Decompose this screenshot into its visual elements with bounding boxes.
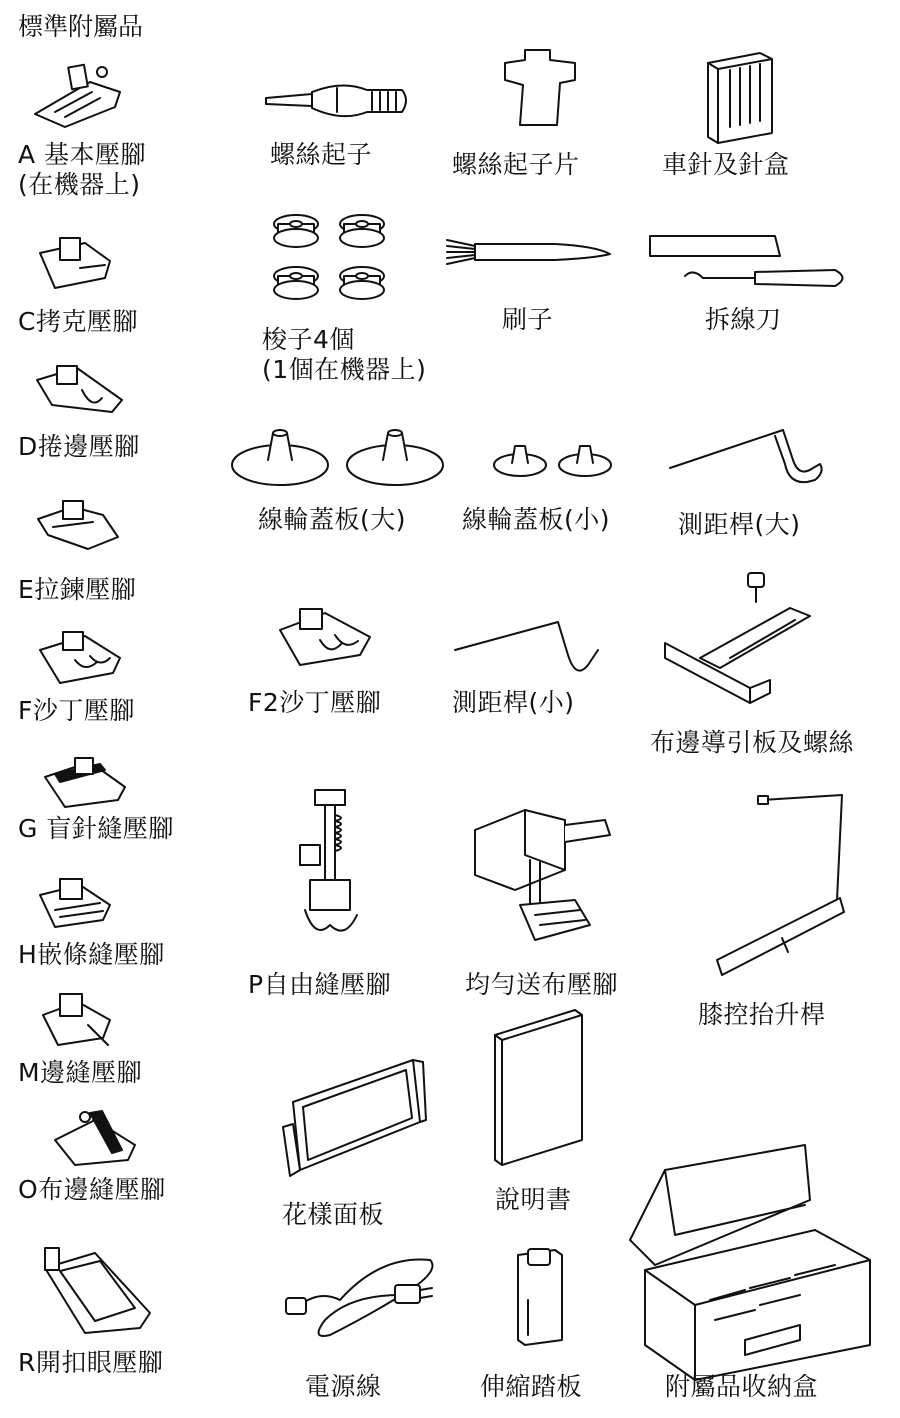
label-knee-lifter: 膝控抬升桿 bbox=[698, 1000, 826, 1029]
spool-cap-large-icon bbox=[230, 425, 445, 490]
screwdriver-plate-icon bbox=[495, 45, 585, 135]
label-walking-foot: 均勻送布壓腳 bbox=[465, 970, 619, 999]
foot-pedal-icon bbox=[510, 1245, 570, 1350]
label-foot-e: E拉鍊壓腳 bbox=[18, 575, 137, 604]
label-seam-gauge-large: 測距桿(大) bbox=[678, 510, 801, 539]
presser-foot-o-icon bbox=[50, 1105, 145, 1170]
label-foot-h: H嵌條縫壓腳 bbox=[18, 940, 165, 969]
label-accessory-box: 附屬品收納盒 bbox=[665, 1372, 819, 1401]
label-spool-cap-large: 線輪蓋板(大) bbox=[258, 505, 407, 534]
label-screwdriver-plate: 螺絲起子片 bbox=[452, 150, 580, 179]
presser-foot-f2-icon bbox=[270, 605, 380, 670]
brush-icon bbox=[445, 232, 615, 272]
label-foot-r: R開扣眼壓腳 bbox=[18, 1348, 164, 1377]
free-motion-foot-icon bbox=[285, 785, 375, 945]
label-screwdriver: 螺絲起子 bbox=[270, 140, 373, 169]
needle-case-icon bbox=[700, 45, 780, 145]
label-brush: 刷子 bbox=[502, 305, 554, 334]
presser-foot-c-icon bbox=[35, 233, 115, 293]
label-foot-pedal: 伸縮踏板 bbox=[480, 1372, 583, 1401]
label-manual: 說明書 bbox=[495, 1185, 572, 1214]
presser-foot-d-icon bbox=[32, 360, 127, 420]
presser-foot-g-icon bbox=[40, 752, 130, 812]
label-seam-ripper: 拆線刀 bbox=[705, 305, 782, 334]
label-foot-c: C拷克壓腳 bbox=[18, 307, 138, 336]
label-bobbins: 梭子4個 (1個在機器上) bbox=[262, 325, 427, 384]
label-foot-f: F沙丁壓腳 bbox=[18, 696, 135, 725]
presser-foot-a-icon bbox=[30, 62, 125, 132]
label-foot-o: O布邊縫壓腳 bbox=[18, 1175, 166, 1204]
power-cord-icon bbox=[280, 1250, 445, 1345]
label-foot-a: A 基本壓腳 (在機器上) bbox=[18, 140, 147, 199]
presser-foot-r-icon bbox=[35, 1243, 155, 1338]
label-pattern-panel: 花樣面板 bbox=[282, 1200, 385, 1229]
seam-gauge-small-icon bbox=[450, 610, 610, 685]
walking-foot-icon bbox=[465, 800, 625, 950]
page-title: 標準附屬品 bbox=[18, 12, 144, 41]
label-needles: 車針及針盒 bbox=[662, 150, 790, 179]
screwdriver-icon bbox=[262, 78, 412, 123]
label-foot-g: G 盲針縫壓腳 bbox=[18, 814, 174, 843]
accessory-box-icon bbox=[625, 1140, 875, 1385]
label-seam-gauge-small: 測距桿(小) bbox=[452, 688, 575, 717]
presser-foot-h-icon bbox=[35, 875, 115, 935]
edge-guide-icon bbox=[660, 568, 820, 718]
knee-lifter-icon bbox=[712, 790, 852, 985]
presser-foot-m-icon bbox=[38, 990, 118, 1052]
pattern-panel-icon bbox=[278, 1052, 428, 1182]
instruction-manual-icon bbox=[490, 1005, 590, 1170]
label-foot-m: M邊縫壓腳 bbox=[18, 1058, 143, 1087]
spool-cap-small-icon bbox=[490, 440, 615, 480]
label-f2-foot: F2沙丁壓腳 bbox=[248, 688, 382, 717]
label-foot-d: D捲邊壓腳 bbox=[18, 432, 140, 461]
label-power-cord: 電源線 bbox=[305, 1372, 382, 1401]
label-spool-cap-small: 線輪蓋板(小) bbox=[462, 505, 611, 534]
seam-ripper-icon bbox=[645, 228, 855, 298]
label-edge-guide: 布邊導引板及螺絲 bbox=[650, 728, 855, 757]
label-free-motion-foot: P自由縫壓腳 bbox=[248, 970, 392, 999]
presser-foot-f-icon bbox=[35, 628, 125, 688]
bobbins-icon bbox=[268, 210, 393, 310]
seam-gauge-large-icon bbox=[665, 420, 835, 490]
presser-foot-e-icon bbox=[33, 497, 123, 557]
